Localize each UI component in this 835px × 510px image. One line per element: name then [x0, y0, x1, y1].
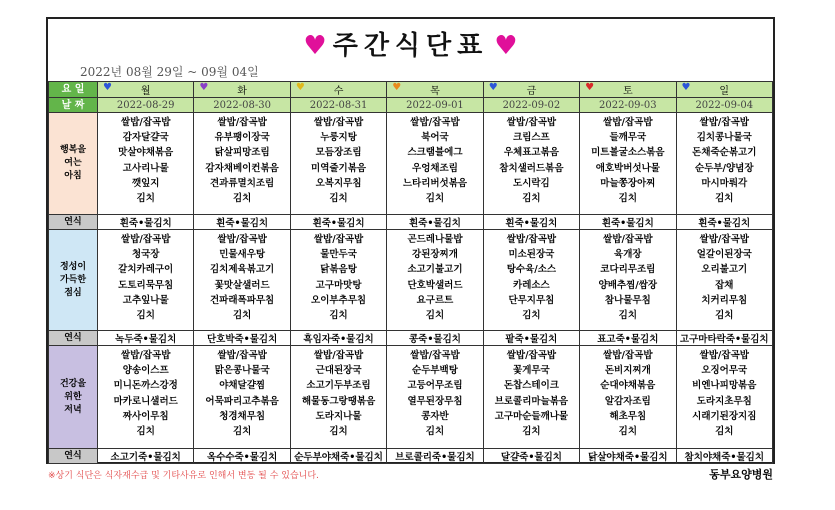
menu-item: 쌀밥/잡곡밥 [217, 350, 267, 361]
meal-label-line: 건강을 [59, 378, 87, 389]
menu-item: 김치 [329, 310, 348, 322]
menu-item: 시래기된장지짐 [692, 410, 757, 422]
snack-row-3 [49, 449, 773, 464]
date-range: 2022년 08월 29일 ~ 09월 04일 [80, 65, 259, 79]
snack-cell: 흰죽•물김치 [676, 215, 772, 230]
menu-item: 육개장 [614, 249, 642, 261]
date-cell: 2022-09-02 [483, 98, 579, 113]
menu-item: 요구르트 [416, 294, 454, 306]
snack-cell: 흑임자죽•물김치 [290, 331, 386, 346]
day-name-wrap [194, 82, 289, 97]
menu-item: 쌀밥/잡곡밥 [313, 350, 364, 361]
date-cell: 2022-08-29 [98, 98, 194, 113]
menu-item: 잡채 [715, 279, 734, 291]
menu-item: 쌀밥/잡곡밥 [506, 350, 557, 361]
day-row [49, 82, 773, 98]
menu-item: 닭볶음탕 [320, 264, 357, 276]
day-name-wrap [387, 82, 482, 97]
snack-cell: 녹두죽•물김치 [98, 331, 194, 346]
meal-label-line: 가득한 [59, 274, 87, 285]
menu-item: 쌀밥/잡곡밥 [217, 117, 267, 128]
menu-item: 깻잎지 [131, 177, 160, 189]
menu-item: 맛살야채볶음 [118, 147, 174, 159]
menu-item: 스크램블에그 [407, 147, 463, 159]
lunch-menu-cell [194, 230, 290, 331]
menu-item: 미트볼굴소스볶음 [591, 147, 665, 159]
menu-item: 김치 [136, 426, 155, 438]
snack-row-2 [49, 331, 773, 346]
blue-heart-icon: ♥ [103, 82, 112, 93]
menu-item: 우엉채조림 [412, 162, 458, 174]
snack-cell: 흰죽•물김치 [290, 215, 386, 230]
day-name: 토 [622, 86, 633, 97]
dinner-row [49, 346, 773, 449]
menu-item: 김치 [618, 310, 637, 322]
lunch-menu-cell [676, 230, 772, 331]
menu-item: 민물새우탕 [219, 249, 266, 261]
menu-item: 누룽지탕 [320, 132, 357, 144]
meal-label-line: 점심 [64, 287, 82, 298]
menu-item: 모듬장조림 [315, 147, 362, 159]
menu-item: 김치 [232, 426, 252, 438]
menu-item: 꽃맛살샐러드 [214, 279, 270, 291]
dinner-menu-cell [387, 346, 483, 449]
menu-item: 순대야채볶음 [600, 380, 656, 392]
page-title [48, 25, 773, 62]
menu-item: 쌀밥/잡곡밥 [121, 117, 171, 128]
menu-item: 미니돈까스강정 [113, 380, 178, 392]
menu-item: 꽃게무국 [513, 365, 550, 377]
date-cell: 2022-08-30 [194, 98, 290, 113]
snack-cell: 흰죽•물김치 [194, 215, 290, 230]
blue-heart-icon: ♥ [488, 82, 498, 93]
menu-item: 소고기두부조림 [306, 380, 371, 392]
menu-item: 해물동그랑땡볶음 [301, 395, 376, 407]
menu-item: 북어국 [421, 132, 449, 144]
footnote: ※상기 식단은 식자재수급 및 기타사유로 인해서 변동 될 수 있습니다. [48, 471, 319, 481]
menu-item: 느타리버섯볶음 [402, 177, 468, 189]
menu-item: 야채달걀찜 [219, 380, 266, 392]
menu-item: 오복지무침 [315, 177, 362, 189]
menu-item: 비엔나피망볶음 [692, 380, 757, 392]
snack-cell: 흰죽•물김치 [98, 215, 194, 230]
menu-item: 고사리나물 [122, 162, 169, 174]
meal-label-line: 행복을 [59, 145, 87, 155]
menu-item: 미소된장국 [508, 249, 555, 261]
snack-cell: 흰죽•물김치 [387, 215, 483, 230]
menu-item: 미역줄기볶음 [311, 162, 367, 174]
snack-row-1 [49, 215, 773, 230]
menu-item: 단무지무침 [508, 294, 555, 306]
menu-item: 쌀밥/잡곡밥 [699, 234, 749, 245]
menu-item: 닭살피망조림 [214, 147, 270, 159]
menu-item: 치커리무침 [701, 294, 748, 306]
lunch-menu-cell [98, 230, 194, 331]
breakfast-menu-cell [676, 113, 772, 215]
day-name: 수 [333, 86, 344, 97]
menu-item: 고추잎나물 [122, 294, 169, 306]
menu-item: 김치 [136, 193, 155, 205]
menu-item: 김치 [618, 193, 637, 205]
menu-item: 오이부추무침 [311, 294, 367, 306]
menu-item: 짜사이무침 [122, 410, 169, 422]
date-cell: 2022-09-04 [676, 98, 772, 113]
snack-cell: 브로콜리죽•물김치 [387, 449, 483, 464]
day-cell [290, 82, 386, 98]
menu-item: 돈채죽순볶고기 [692, 147, 757, 159]
menu-item: 쌀밥/잡곡밥 [506, 234, 557, 245]
menu-item: 김치 [329, 426, 348, 438]
snack-cell: 표고죽•물김치 [580, 331, 676, 346]
dinner-menu-cell [483, 346, 579, 449]
menu-item: 순두부/양념장 [694, 162, 754, 174]
menu-item: 코다리무조림 [600, 264, 656, 276]
menu-item: 건파래폭파무침 [210, 294, 275, 306]
breakfast-row [49, 113, 773, 215]
menu-item: 김치 [715, 310, 734, 322]
day-cell [387, 82, 483, 98]
heart-icon: ♥ [494, 31, 518, 61]
snack-label: 연식 [49, 331, 98, 346]
menu-item: 김치 [425, 426, 445, 438]
lunch-menu-cell [290, 230, 386, 331]
menu-item: 김치 [425, 193, 445, 205]
day-cell [676, 82, 772, 98]
menu-item: 양배추찜/쌈장 [598, 279, 658, 291]
breakfast-menu-cell [580, 113, 676, 215]
menu-item: 김치 [136, 310, 155, 322]
dinner-label [49, 346, 98, 449]
heart-icon: ♥ [303, 31, 327, 61]
menu-item: 단호박샐러드 [407, 279, 463, 291]
date-row [49, 98, 773, 113]
snack-cell: 단호박죽•물김치 [194, 331, 290, 346]
menu-item: 양송이스프 [122, 365, 169, 377]
day-cell [483, 82, 579, 98]
date-cell: 2022-09-03 [580, 98, 676, 113]
snack-cell: 팥죽•물김치 [483, 331, 579, 346]
red-heart-icon: ♥ [585, 82, 595, 93]
day-name-wrap [291, 82, 386, 97]
menu-item: 알감자조림 [604, 395, 651, 407]
menu-item: 브로콜리마늘볶음 [494, 395, 569, 407]
menu-item: 소고기불고기 [407, 264, 463, 276]
lunch-menu-cell [387, 230, 483, 331]
menu-item: 곤드레나물밥 [407, 234, 463, 245]
menu-item: 김치 [329, 193, 348, 205]
day-name: 화 [237, 86, 247, 97]
day-name: 월 [140, 86, 151, 97]
day-cell [194, 82, 290, 98]
menu-item: 카레소스 [513, 279, 550, 291]
menu-item: 도라지나물 [315, 410, 362, 422]
snack-label: 연식 [49, 449, 98, 464]
menu-item: 마시마뤄각 [701, 177, 748, 189]
snack-cell: 콩죽•물김치 [387, 331, 483, 346]
menu-item: 쌀밥/잡곡밥 [699, 350, 749, 361]
snack-cell: 옥수수죽•물김치 [194, 449, 290, 464]
menu-item: 김치 [522, 193, 541, 205]
menu-item: 쌀밥/잡곡밥 [410, 350, 460, 361]
snack-cell: 참치야채죽•물김치 [676, 449, 772, 464]
menu-item: 도라지초무침 [696, 395, 752, 407]
dinner-menu-cell [676, 346, 772, 449]
menu-item: 쌀밥/잡곡밥 [121, 350, 171, 361]
snack-cell: 순두부야채죽•물김치 [290, 449, 386, 464]
menu-item: 김치콩나물국 [696, 132, 752, 144]
menu-item: 김치제육볶고기 [210, 264, 275, 276]
snack-cell: 닭살야채죽•물김치 [580, 449, 676, 464]
menu-item: 김치 [522, 310, 541, 322]
menu-item: 돈찹스테이크 [503, 380, 559, 392]
day-cell [580, 82, 676, 98]
meal-label-line: 여는 [64, 158, 82, 168]
menu-item: 참치샐러드볶음 [499, 162, 564, 174]
day-name-wrap [484, 82, 579, 97]
menu-item: 마늘쫑장아찌 [600, 177, 656, 189]
menu-item: 쌀밥/잡곡밥 [121, 234, 171, 245]
menu-item: 감자채베이컨볶음 [205, 162, 279, 174]
day-label: 요 일 [49, 82, 98, 98]
menu-item: 유부팽이장국 [214, 132, 270, 144]
menu-item: 해초무침 [609, 410, 647, 422]
menu-item: 쌀밥/잡곡밥 [313, 234, 364, 245]
menu-item: 고구마맛탕 [315, 279, 362, 291]
snack-cell: 소고기죽•물김치 [98, 449, 194, 464]
dinner-menu-cell [290, 346, 386, 449]
day-name: 금 [526, 86, 537, 97]
breakfast-menu-cell [98, 113, 194, 215]
snack-cell: 흰죽•물김치 [483, 215, 579, 230]
menu-item: 김치 [232, 193, 252, 205]
breakfast-menu-cell [387, 113, 483, 215]
menu-item: 고구마순들깨나물 [494, 410, 569, 422]
day-name-wrap [98, 82, 193, 97]
breakfast-menu-cell [483, 113, 579, 215]
dinner-menu-cell [580, 346, 676, 449]
snack-cell: 달걀죽•물김치 [483, 449, 579, 464]
purple-heart-icon: ♥ [199, 82, 209, 93]
menu-item: 도시락김 [513, 177, 550, 189]
lunch-row [49, 230, 773, 331]
dinner-menu-cell [194, 346, 290, 449]
breakfast-label [49, 113, 98, 215]
menu-item: 감자달걀국 [122, 132, 169, 144]
meal-label-line: 정성이 [59, 261, 87, 272]
day-name-wrap [580, 82, 675, 97]
menu-item: 고등어무조림 [407, 380, 463, 392]
menu-item: 청국장 [131, 249, 160, 261]
day-name: 목 [430, 86, 440, 97]
title-text: 주간식단표 [332, 31, 489, 61]
snack-cell: 고구마타락죽•물김치 [676, 331, 772, 346]
meal-label-line: 아침 [64, 171, 82, 181]
day-cell [98, 82, 194, 98]
lunch-menu-cell [483, 230, 579, 331]
day-name-wrap [677, 82, 772, 97]
lunch-menu-cell [580, 230, 676, 331]
menu-item: 쌀밥/잡곡밥 [506, 117, 557, 128]
snack-label: 연식 [49, 215, 98, 230]
menu-item: 청경채무침 [219, 410, 266, 422]
menu-item: 쌀밥/잡곡밥 [603, 234, 653, 245]
menu-item: 김치 [715, 193, 734, 205]
yellow-heart-icon: ♥ [295, 82, 305, 93]
dinner-menu-cell [98, 346, 194, 449]
menu-item: 견과류멸치조림 [210, 177, 275, 189]
breakfast-menu-cell [290, 113, 386, 215]
menu-item: 쌀밥/잡곡밥 [603, 350, 653, 361]
blue-heart-icon: ♥ [681, 82, 691, 93]
menu-table [48, 81, 773, 464]
menu-item: 참나물무침 [604, 294, 651, 306]
menu-item: 우체표고볶음 [503, 147, 559, 159]
menu-item: 순두부백탕 [412, 365, 458, 377]
menu-item: 쌀밥/잡곡밥 [313, 117, 364, 128]
menu-item: 김치 [715, 426, 734, 438]
menu-item: 얼갈이된장국 [696, 249, 752, 261]
menu-item: 애호박버섯나물 [595, 162, 660, 174]
menu-item: 김치 [618, 426, 637, 438]
menu-item: 갈치카레구이 [118, 264, 174, 276]
meal-label-line: 저녁 [64, 404, 82, 415]
breakfast-menu-cell [194, 113, 290, 215]
menu-item: 김치 [522, 426, 541, 438]
menu-item: 쌀밥/잡곡밥 [699, 117, 749, 128]
date-label: 날 짜 [49, 98, 98, 113]
menu-item: 강된장찌개 [412, 249, 458, 261]
orange-heart-icon: ♥ [392, 82, 402, 93]
hospital-name: 동부요양병원 [709, 468, 773, 481]
date-cell: 2022-08-31 [290, 98, 386, 113]
menu-frame [46, 17, 775, 464]
menu-item: 돈비지찌개 [604, 365, 651, 377]
meal-label-line: 위한 [64, 391, 82, 402]
menu-item: 마카로니샐러드 [113, 395, 178, 407]
menu-item: 근대된장국 [315, 365, 362, 377]
menu-item: 김치 [232, 310, 252, 322]
menu-item: 열무된장무침 [407, 395, 463, 407]
date-cell: 2022-09-01 [387, 98, 483, 113]
menu-item: 김치 [425, 310, 445, 322]
menu-item: 쌀밥/잡곡밥 [217, 234, 267, 245]
menu-item: 오리불고기 [701, 264, 748, 276]
menu-item: 도토리묵무침 [118, 279, 174, 291]
day-name: 일 [719, 86, 730, 97]
menu-item: 크림스프 [513, 132, 550, 144]
lunch-label [49, 230, 98, 331]
menu-item: 들깨무국 [609, 132, 647, 144]
menu-item: 맑은콩나물국 [214, 365, 270, 377]
menu-item: 쌀밥/잡곡밥 [603, 117, 653, 128]
snack-cell: 흰죽•물김치 [580, 215, 676, 230]
menu-item: 오징어무국 [701, 365, 748, 377]
menu-item: 탕수육/소스 [506, 264, 557, 276]
menu-item: 쌀밥/잡곡밥 [410, 117, 460, 128]
menu-item: 물만두국 [320, 249, 357, 261]
menu-item: 어묵파리고추볶음 [205, 395, 279, 407]
menu-item: 콩자반 [421, 410, 449, 422]
